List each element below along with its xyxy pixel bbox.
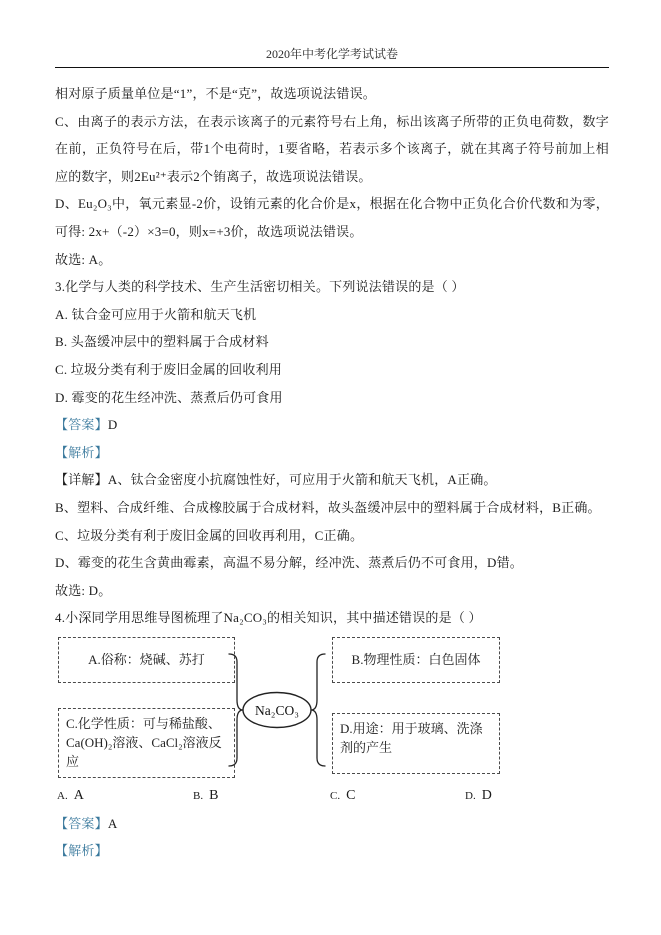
q4-option-a-label: A.: [57, 789, 68, 802]
q4-mindmap-diagram: [55, 634, 609, 782]
right-brace-icon: [311, 654, 325, 766]
q2-explanation-line-a: 相对原子质量单位是“1”，不是“克”，故选项说法错误。: [55, 86, 376, 101]
q4-options-row: [55, 782, 609, 810]
page-header: [55, 45, 609, 68]
q3-answer-line: [55, 411, 609, 439]
answer-label: 【答案】: [55, 417, 108, 433]
page-title: 2020年中考化学考试试卷: [265, 47, 398, 61]
q3-option-d: D. 霉变的花生经冲洗、蒸煮后仍可食用: [55, 389, 283, 405]
q3-option-c: C. 垃圾分类有利于废旧金属的回收利用: [55, 361, 282, 377]
document-content: [55, 80, 609, 865]
q4-option-a-value: A: [73, 787, 84, 803]
mindmap-box-b-label: B.物理性质：白色固体: [351, 652, 481, 668]
analysis-label: 【解析】: [55, 444, 108, 460]
answer-label: 【答案】: [55, 815, 108, 831]
mindmap-box-c: [58, 708, 235, 778]
q4-option-b-value: B: [209, 787, 219, 803]
q4-option-d-label: D.: [465, 789, 476, 802]
mindmap-box-b: [332, 637, 500, 683]
mindmap-box-c-label: C.化学性质：可与稀盐酸、Ca(OH)₂溶液、CaCl₂溶液反应: [66, 715, 222, 769]
answer-value: A: [107, 815, 118, 831]
detail-label: 【详解】: [55, 472, 108, 488]
q3-detail-line-c: C、垃圾分类有利于废旧金属的回收再利用，C正确。: [55, 527, 364, 543]
q4-option-a: [57, 782, 84, 810]
mindmap-box-d: [332, 713, 500, 774]
q3-conclusion: 故选: D。: [55, 582, 112, 598]
q4-option-d: [465, 782, 492, 810]
detail-text-a: A、钛合金密度小抗腐蚀性好，可应用于火箭和航天飞机，A正确。: [107, 472, 497, 488]
mindmap-box-d-label: D.用途：用于玻璃、洗涤剂的产生: [340, 720, 483, 755]
q2-conclusion: 故选: A。: [55, 251, 112, 267]
q3-option-b: B. 头盔缓冲层中的塑料属于合成材料: [55, 334, 269, 350]
mindmap-box-a: [58, 637, 235, 683]
q3-detail-line-d: D、霉变的花生含黄曲霉素，高温不易分解，经冲洗、蒸煮后仍不可食用，D错。: [55, 555, 523, 571]
q4-stem: 4.小深同学用思维导图梳理了Na₂CO₃的相关知识，其中描述错误的是（ ）: [55, 610, 482, 626]
mindmap-center-label: Na₂CO₃: [255, 702, 299, 718]
q4-option-c-label: C.: [330, 789, 341, 802]
q2-explanation-option-c: C、由离子的表示方法，在表示该离子的元素符号右上角，标出该离子所带的正负电荷数，数字在前，正负符号在后，带1个电荷时，1要省略，若表示多个该离子，就在其离子符号前加上相应的数字，则2Eu²⁺表示2个铕离子，故选项说法错误。: [55, 113, 609, 184]
q4-answer-line: [55, 810, 609, 838]
q3-detail-line-b: B、塑料、合成纤维、合成橡胶属于合成材料，故头盔缓冲层中的塑料属于合成材料，B正确。: [55, 499, 601, 515]
q4-option-c: [330, 782, 355, 810]
q4-option-d-value: D: [481, 787, 492, 803]
q4-option-b: [193, 782, 218, 810]
q3-option-a: A. 钛合金可应用于火箭和航天飞机: [55, 306, 257, 322]
answer-value: D: [107, 417, 118, 433]
q2-explanation-option-d: D、Eu₂O₃中，氧元素显-2价，设铕元素的化合价是x，根据在化合物中正负化合价代数和为零，可得: 2x+（-2）×3=0，则x=+3价，故选项说法错误。: [55, 196, 609, 239]
q3-analysis-line: [55, 439, 609, 467]
q3-detail-line-a: [55, 466, 609, 494]
q4-analysis-line: [55, 837, 609, 865]
analysis-label: 【解析】: [55, 843, 108, 859]
q3-stem: 3.化学与人类的科学技术、生产生活密切相关。下列说法错误的是（ ）: [55, 279, 465, 295]
q4-option-b-label: B.: [193, 789, 204, 802]
q4-option-c-value: C: [346, 787, 356, 803]
mindmap-box-a-label: A.俗称：烧碱、苏打: [88, 652, 205, 668]
